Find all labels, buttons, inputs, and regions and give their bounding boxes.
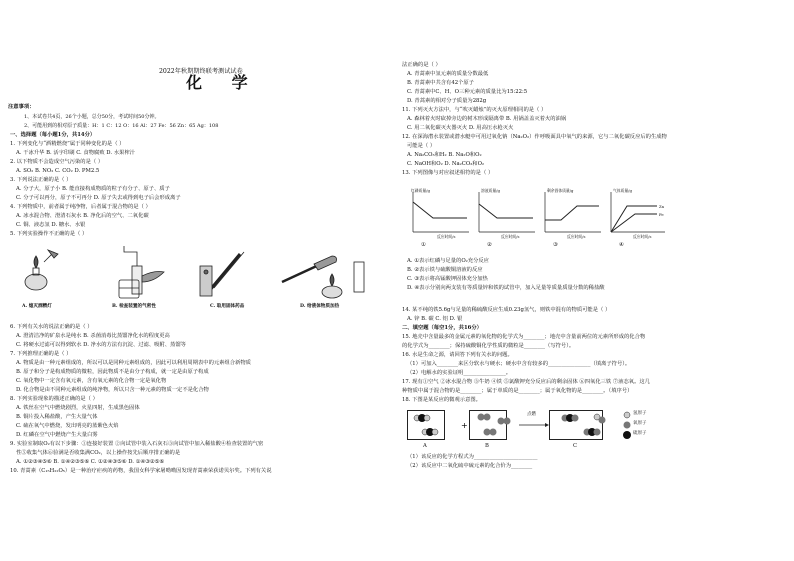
graph-number: ③ [553,242,558,248]
question-line: 4. 下列物质中，前者属于纯净物，后者属于混合物的是（ ） [10,204,151,210]
right-column [397,0,794,561]
airtight-check-icon [119,246,164,298]
molecules-b [478,414,511,436]
option-line: A. 冰水混合物、澄清石灰水 B. 净化后的空气、二氧化碳 [16,213,149,219]
option-line: A. 干冰升华 B. 活字印刷 C. 食物腐败 D. 水果榨汁 [16,150,135,156]
graph-number: ④ [619,242,624,248]
graph-ylabel: 红磷质量/g [411,188,430,193]
section-heading: 二、填空题（每空1分，共16分） [402,325,482,331]
graph-1 [413,192,469,232]
option-line: C. 青蒿素中C、H、O三种元素的质量比为15:22:5 [407,89,528,95]
graph-number: ① [421,242,426,248]
alcohol-lamp-icon [25,250,58,290]
molecules-a [414,414,438,436]
graph-number: ② [487,242,492,248]
question-line: 9. 实验室制取O₂有以下步骤：①连接好装置 ②向试管中装入石灰石③向试管中加入稀盐酸④检查装置的气密 [10,441,264,447]
box-label: A [423,443,427,449]
option-line: B. ②表示铁与硫酸铜溶液的反应 [407,267,483,273]
reaction-diagram [407,408,667,442]
question-line: （2）该反应中二氧化硫中硫元素的化合价为________ [407,463,533,469]
graph-ylabel: 剩余固体质量/g [547,188,574,193]
experiment-label: C. 取用固体药品 [210,304,245,309]
option-line: A. ①表示红磷与足量的O₂充分反应 [407,258,489,264]
legend-label: 硫原子 [633,431,647,436]
option-line: C. 分子可以再分，原子不可再分 D. 原子失去或得到电子后会形成离子 [16,195,181,201]
option-line: C. 氧化物中一定含有氧元素，含有氧元素的化合物一定是氧化物 [16,378,167,384]
option-line: C. 硫在氧气中燃烧，发出明亮的蓝紫色火焰 [16,423,119,429]
legend-label: 氧原子 [633,421,647,426]
question-line: 的化学式为________；保持硫酸铜化学性质的微粒是________（写符号）。 [402,343,575,349]
legend-swatches [623,412,631,439]
option-line: D. 红磷在空气中燃烧产生大量白雾 [16,432,98,438]
graph-xlabel: 反应时间/s [567,234,586,239]
question-line: 12. 在深海潜水装置或潜水艇中可用过氧化钠（Na₂O₂）作呼吸面具中氧气的来源，它与二氧化碳反应后的生成物 [402,134,667,140]
notes-title: 注意事项： [8,104,35,110]
question-line: （2）电解水的实验证明________________。 [407,370,512,376]
option-line: C. 用二氧化碳灭火器灭火 D. 用高压水枪灭火 [407,125,514,131]
experiment-label: B. 检查装置的气密性 [112,304,156,309]
experiment-label: D. 给液体物质加热 [300,304,340,309]
option-line: D. 化合物是由不同种元素组成的纯净物，所以只含一种元素的物质一定不是化合物 [16,387,209,393]
subject-title: 化 学 [186,73,260,92]
note-line: 2、可能用到的相对原子质量：H：1 C：12 O：16 Al：27 Fe：56 Zn：65 Ag：108 [24,123,219,129]
molecules-c [562,414,606,436]
option-line: B. 青蒿素中共含有42个原子 [407,80,474,86]
graph-3 [545,192,601,232]
question-line: 17. 现有①空气 ②冰水混合物 ③牛奶 ④铁 ⑤氯酸钾充分反应后的剩余固体 ⑥四氧化三铁 ⑦液态氧。这几 [402,379,650,385]
question-line: 5. 下列实验操作不正确的是（ ） [10,231,88,237]
question-line: （1）可加入________来区分软水与硬水；硬水中含有较多的________________（填离子符号）。 [407,361,631,367]
graph-ylabel: 溶液质量/g [481,188,500,193]
graph-xlabel: 反应时间/s [633,234,652,239]
experiment-label: A. 熄灭酒精灯 [22,304,52,309]
question-line: 14. 某不纯的铁5.6g与足量的稀硫酸反应生成0.23g氢气，则铁中混有的物质可能是（ ） [402,307,611,313]
question-line: 1. 下列变化与“酒精燃烧”属于同种变化的是（ ） [10,141,125,147]
question-line: （1）该反应的化学方程式为________________________ [407,454,538,460]
section-heading: 一、选择题（每小题1分，共14分） [10,132,96,138]
question-line: 15. 地壳中含量最多的金属元素的氧化物的化学式为________；地壳中含量前两位的元素所形成的化合物 [402,334,646,340]
option-line: A. ①②③④⑤⑥ B. ①④②③⑤⑥ C. ①②④③⑤⑥ D. ①④③②⑤⑥ [16,459,165,465]
option-line: A. SO₂ B. NO₂ C. CO₂ D. PM2.5 [16,168,100,174]
question-line: 8. 下列实验现象的描述正确的是（ ） [10,396,98,402]
question-line: 性⑤收集气体⑥验满是否收集满CO₂，以上操作按先后顺序排正确的是 [16,450,181,456]
option-line: D. ④表示分别向两支装有等质量锌和铁的试管中，加入足量等质量质量分数的稀盐酸 [407,285,605,291]
question-line: 可能是（ ） [407,143,436,149]
option-line: C. ③表示将高锰酸钾固体充分加热 [407,276,488,282]
question-line: 16. 水是生命之源，请回答下列有关水的问题。 [402,352,513,358]
question-line: 10. 青蒿素（C₁₅H₂₂O₅）是一种治疗疟疾的药物，我国女科学家屠呦呦因发现青蒿素荣获诺贝尔奖。下列有关说 [10,468,272,474]
question-line: 11. 下列灭火方法中，与“吹灭蜡烛”的灭火原理相同的是（ ） [402,107,547,113]
svg-text:+: + [461,421,468,430]
box-label: C [573,443,578,449]
ignite-label: 点燃 [527,412,536,417]
question-line: 7. 下列推理正确的是（ ） [10,351,72,357]
option-line: A. 分子大，原子小 B. 能直接构成物质的粒子有分子、原子、质子 [16,186,170,192]
option-line: A. 澄清洁净的矿泉水是纯水 B. 杀菌消毒比蒸馏净化水的程度更高 [16,333,170,339]
option-line: C. 将硬水过滤可以得到软水 D. 净水的方法有沉淀、过滤、吸附、蒸馏等 [16,342,186,348]
option-line: A. 物质是由一种元素组成的，所以可以是同种元素组成的，因此可以利用周期表中的元素组合新物质 [16,360,251,366]
option-line: B. 原子和分子是构成物质的微粒，因此物质不是由分子构成，就一定是由原子构成 [16,369,209,375]
graph-ylabel: 气体质量/g [613,188,632,193]
experiment-illustrations [14,242,394,302]
question-line: 2. 以下物质不会造成空气污染的是（ ） [10,159,104,165]
option-line: A. Na₂CO₃和H₂ B. Na₂O和O₂ [407,152,482,158]
legend-label: 氢原子 [633,411,647,416]
question-line: 法正确的是（ ） [402,62,441,68]
solid-reagent-icon [200,252,244,296]
option-line: A. 锌 B. 碳 C. 铝 D. 银 [407,316,463,322]
question-line: 6. 下列有关水的说法正确的是（ ） [10,324,93,330]
option-line: D. 青蒿素的相对分子质量为282g [407,98,487,104]
question-line: 种物质中属于混合物的是________；属于单质的是________；属于氧化物的是________。（填序号） [402,388,633,394]
graph-4 [611,192,665,232]
question-line: 13. 下列图像与对应叙述相符的是（ ） [402,170,494,176]
option-line: C. 铜、液态氢 D. 糖水、水银 [16,222,86,228]
liquid-heating-icon [282,256,364,298]
graph-series-label: Fe [659,212,664,217]
graph-2 [479,192,535,232]
option-line: B. 铜片投入稀盐酸，产生大量气体 [16,414,98,420]
option-line: A. 青蒿素中氢元素的质量分数最低 [407,71,489,77]
box-label: B [485,443,489,449]
graph-xlabel: 反应时间/s [437,234,456,239]
question-line: 3. 下列说法正确的是（ ） [10,177,72,183]
exam-title: 2022年秋期期终联考测试试卷 [159,68,243,75]
option-line: C. NaOH和O₂ D. Na₂CO₃和O₂ [407,161,485,167]
graph-xlabel: 反应时间/s [501,234,520,239]
graph-series-label: Zn [659,204,665,209]
option-line: A. 铁丝在空气中燃烧剧烈，火星四射，生成黑色固体 [16,405,140,411]
question-line: 18. 下图是某反应的微观示意图。 [402,397,481,403]
note-line: 1、本试卷共4页，26个小题，总分50分，考试时间50分钟。 [24,114,160,120]
option-line: A. 森林着火时砍掉旁边的树木形成隔离带 B. 用锅盖盖灭着火的油锅 [407,116,567,122]
